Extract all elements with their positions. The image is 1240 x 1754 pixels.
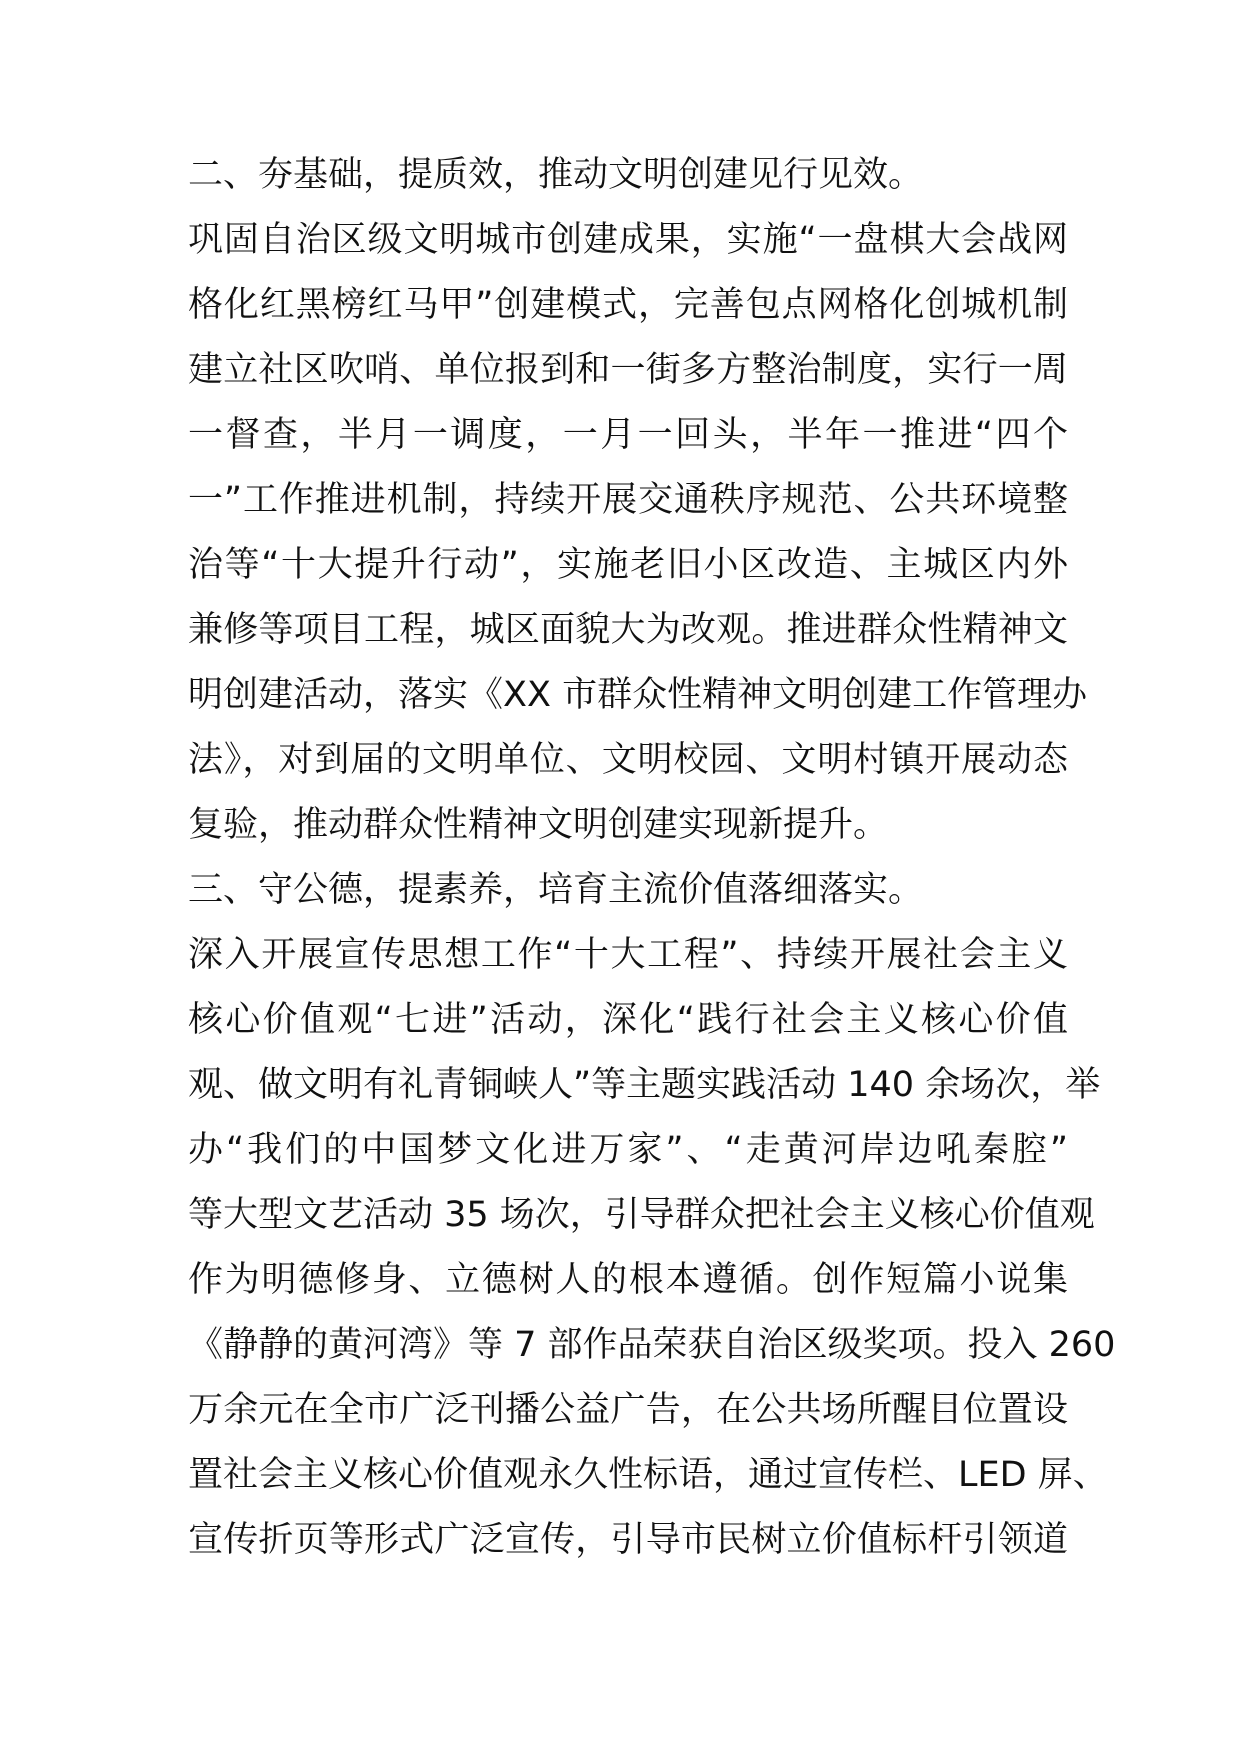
document-body — [188, 143, 1116, 1573]
section-heading-2: 二、夯基础，提质效，推动文明创建见行见效。 — [188, 155, 924, 195]
paragraph-line: 治等“十大提升行动”，实施老旧小区改造、主城区内外 — [188, 545, 1068, 585]
paragraph-line: 明创建活动，落实《XX 市群众性精神文明创建工作管理办 — [188, 675, 1088, 715]
paragraph-line: 置社会主义核心价值观永久性标语，通过宣传栏、LED 屏、 — [188, 1455, 1108, 1495]
paragraph-line-last: 复验，推动群众性精神文明创建实现新提升。 — [188, 805, 889, 845]
paragraph-line: 核心价值观“七进”活动，深化“践行社会主义核心价值 — [188, 1000, 1068, 1040]
paragraph-line: 等大型文艺活动 35 场次，引导群众把社会主义核心价值观 — [188, 1195, 1095, 1235]
paragraph-line: 宣传折页等形式广泛宣传，引导市民树立价值标杆引领道 — [188, 1520, 1068, 1560]
paragraph-line: 法》，对到届的文明单位、文明校园、文明村镇开展动态 — [188, 740, 1068, 780]
paragraph-line: 作为明德修身、立德树人的根本遵循。创作短篇小说集 — [188, 1260, 1068, 1300]
paragraph-line: 巩固自治区级文明城市创建成果，实施“一盘棋大会战网 — [188, 220, 1068, 260]
section-heading-3: 三、守公德，提素养，培育主流价值落细落实。 — [188, 870, 924, 910]
paragraph-line: 兼修等项目工程，城区面貌大为改观。推进群众性精神文 — [188, 610, 1068, 650]
paragraph-line: 办“我们的中国梦文化进万家”、“走黄河岸边吼秦腔” — [188, 1130, 1068, 1170]
paragraph-line: 《静静的黄河湾》等 7 部作品荣获自治区级奖项。投入 260 — [188, 1325, 1116, 1365]
paragraph-line: 深入开展宣传思想工作“十大工程”、持续开展社会主义 — [188, 935, 1068, 975]
paragraph-line: 万余元在全市广泛刊播公益广告，在公共场所醒目位置设 — [188, 1390, 1068, 1430]
paragraph-line: 格化红黑榜红马甲”创建模式，完善包点网格化创城机制 — [188, 285, 1068, 325]
paragraph-line: 建立社区吹哨、单位报到和一街多方整治制度，实行一周 — [188, 350, 1068, 390]
paragraph-line: 一督查，半月一调度，一月一回头，半年一推进“四个 — [188, 415, 1068, 455]
paragraph-line: 一”工作推进机制，持续开展交通秩序规范、公共环境整 — [188, 480, 1068, 520]
paragraph-line: 观、做文明有礼青铜峡人”等主题实践活动 140 余场次，举 — [188, 1065, 1101, 1105]
